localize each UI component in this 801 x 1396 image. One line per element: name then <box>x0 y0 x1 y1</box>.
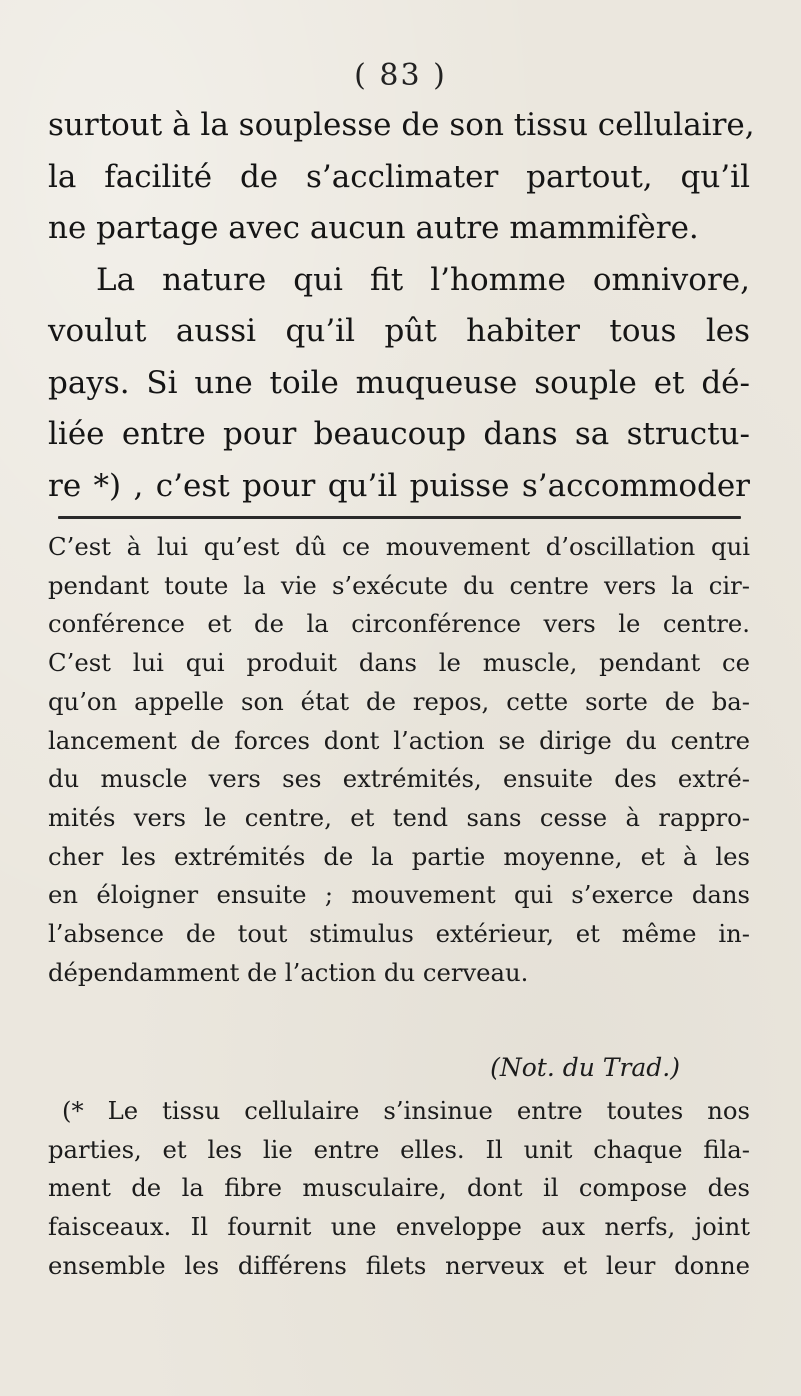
text-line: ne partage avec aucun autre mammifère. <box>48 210 699 246</box>
text-line: La nature qui fit l’homme omnivore, <box>96 261 750 298</box>
note-line: C’est lui qui produit dans le muscle, pendant ce <box>48 648 750 678</box>
text-line: pays. Si une toile muqueuse souple et dé- <box>48 364 750 401</box>
note-line: en éloigner ensuite ; mouvement qui s’exerce dans <box>48 880 750 910</box>
text-line: liée entre pour beaucoup dans sa structu- <box>48 416 750 452</box>
text-line: la facilité de s’acclimater partout, qu’il <box>48 158 750 195</box>
footnote-line: parties, et les lie entre elles. Il unit chaque fila- <box>48 1134 750 1164</box>
separator-rule <box>58 516 741 519</box>
note-line: cher les extrémités de la partie moyenne, et à les <box>48 841 750 871</box>
note-line: du muscle vers ses extrémités, ensuite des extré- <box>48 764 750 794</box>
footnote-line: ensemble les différens filets nerveux et leur donne <box>48 1250 750 1280</box>
paragraph-1 <box>48 100 755 255</box>
note-line: C’est à lui qu’est dû ce mouvement d’oscillation qui <box>48 532 750 561</box>
translator-note <box>48 528 750 992</box>
note-line: dépendamment de l’action du cerveau. <box>48 957 529 987</box>
text-line: surtout à la souplesse de son tissu cellulaire, <box>48 107 755 143</box>
footnote <box>48 1092 750 1286</box>
footnote-line: (* Le tissu cellulaire s’insinue entre toutes nos <box>62 1096 750 1125</box>
footnote-line: ment de la fibre musculaire, dont il compose des <box>48 1173 750 1203</box>
main-text-block <box>48 100 755 512</box>
note-line: pendant toute la vie s’exécute du centre vers la cir- <box>48 570 750 600</box>
footnote-line: faisceaux. Il fournit une enveloppe aux nerfs, joint <box>48 1212 750 1242</box>
page-number: ( 83 ) <box>354 58 447 93</box>
note-line: qu’on appelle son état de repos, cette sorte de ba- <box>48 686 750 716</box>
note-line: mités vers le centre, et tend sans cesse à rappro- <box>48 802 750 832</box>
note-attribution: (Not. du Trad.) <box>490 1053 680 1082</box>
note-line: l’absence de tout stimulus extérieur, et même in- <box>48 919 750 949</box>
text-line: re *) , c’est pour qu’il puisse s’accommoder <box>48 467 750 504</box>
note-paragraph <box>48 528 750 992</box>
paragraph-2 <box>48 255 750 513</box>
text-line: voulut aussi qu’il pût habiter tous les <box>48 313 750 349</box>
note-line: conférence et de la circonférence vers le centre. <box>48 609 750 639</box>
note-line: lancement de forces dont l’action se dirige du centre <box>48 725 750 755</box>
